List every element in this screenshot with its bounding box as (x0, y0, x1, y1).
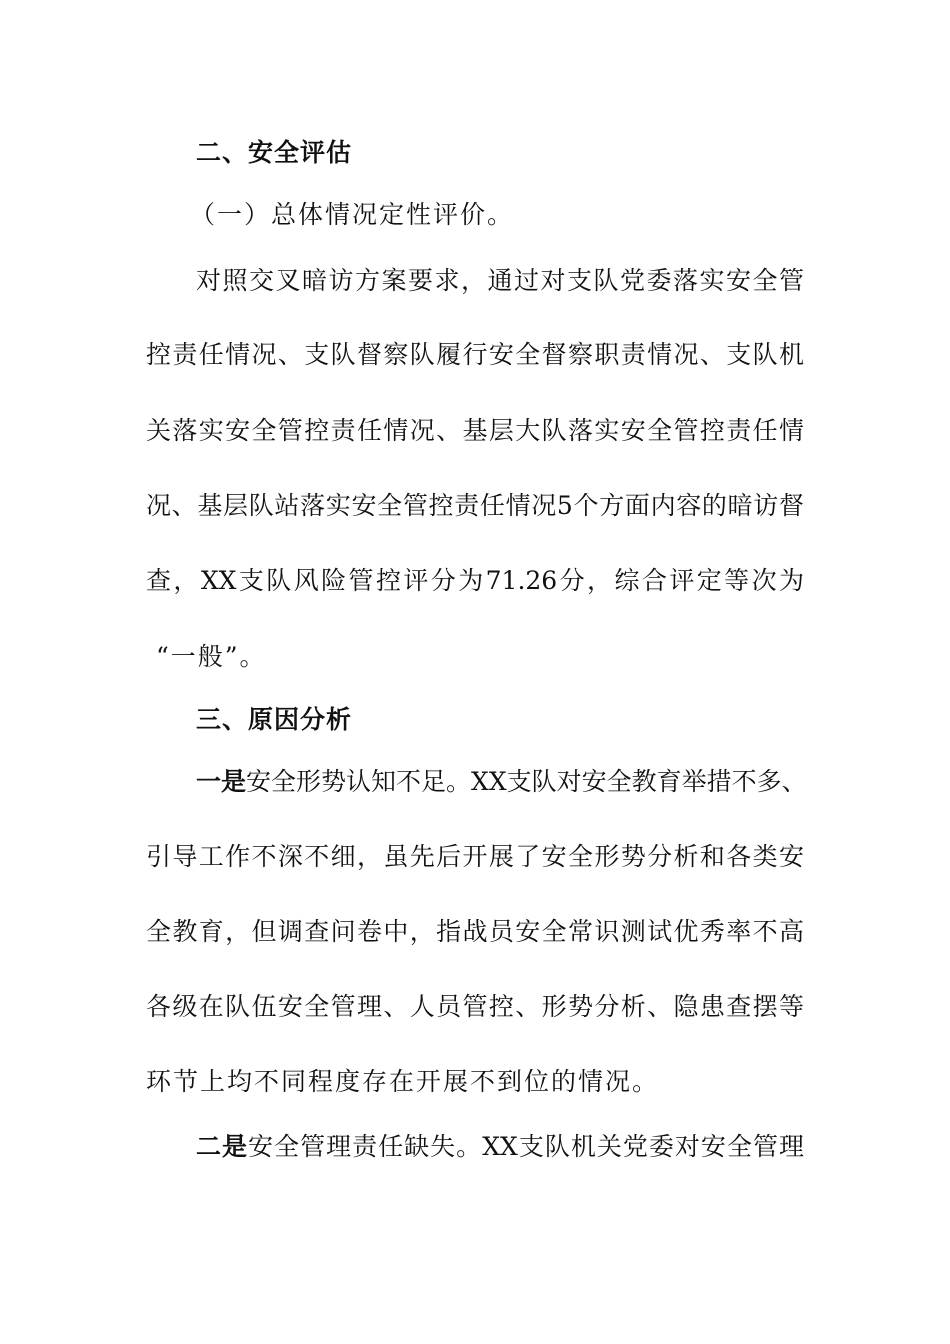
point-first-line (196, 1130, 804, 1164)
section-heading-safety-assessment: 二、安全评估 (196, 138, 353, 167)
paragraph-line: 对照交叉暗访方案要求，通过对支队党委落实安全管 (196, 266, 804, 295)
paragraph-line: 各级在队伍安全管理、人员管控、形势分析、隐患查摆等 (146, 992, 804, 1021)
paragraph-line: “一般”。 (156, 642, 267, 671)
paragraph-line: 控责任情况、支队督察队履行安全督察职责情况、支队机 (146, 340, 804, 369)
subheading-overall-evaluation: （一）总体情况定性评价。 (190, 200, 515, 229)
point-first-line (196, 765, 807, 799)
point-lead-label: 一是 (196, 767, 247, 796)
paragraph-line: 引导工作不深不细，虽先后开展了安全形势分析和各类安 (146, 842, 804, 871)
point-lead-label: 二是 (196, 1132, 249, 1161)
paragraph-line: 关落实安全管控责任情况、基层大队落实安全管控责任情 (146, 416, 804, 445)
paragraph-line: 环节上均不同程度存在开展不到位的情况。 (146, 1067, 660, 1096)
paragraph-line: 查，XX支队风险管控评分为71.26分，综合评定等次为 (146, 566, 804, 595)
point-text: 安全管理责任缺失。XX支队机关党委对安全管理 (248, 1132, 804, 1161)
paragraph-line: 况、基层队站落实安全管控责任情况5个方面内容的暗访督 (146, 491, 804, 520)
section-heading-cause-analysis: 三、原因分析 (196, 705, 353, 734)
paragraph-line: 全教育，但调查问卷中，指战员安全常识测试优秀率不高 (146, 917, 804, 946)
point-text: 安全形势认知不足。XX支队对安全教育举措不多、 (246, 767, 807, 796)
